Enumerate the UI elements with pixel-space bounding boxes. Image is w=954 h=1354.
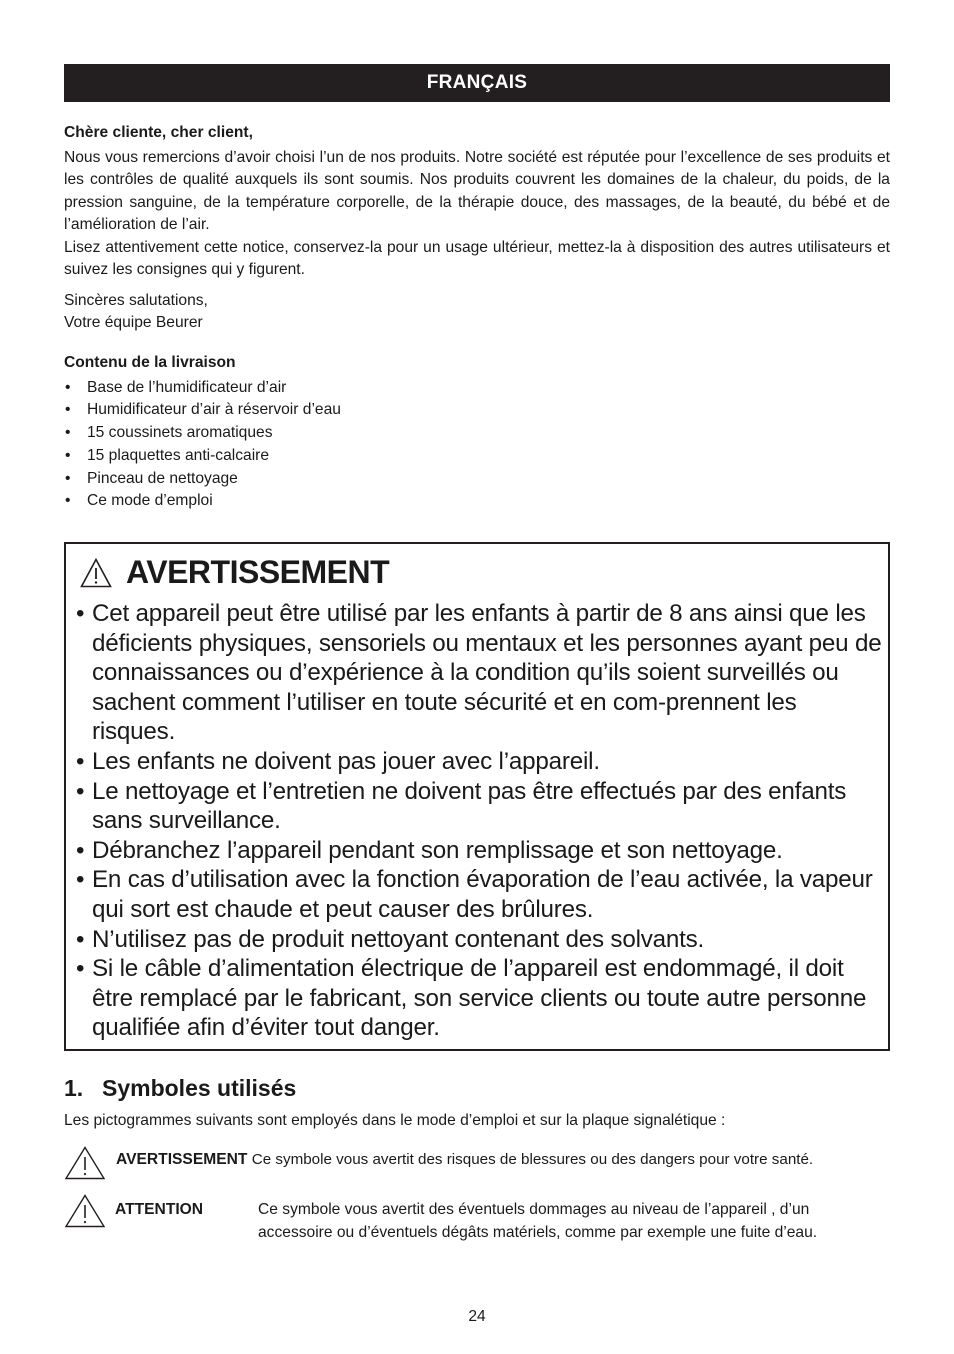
language-label: FRANÇAIS (426, 72, 528, 93)
page-number: 24 (468, 1308, 486, 1325)
warning-item: • Si le câble d’alimentation électrique de l’appareil est endommagé, il doit être remplacé par le fabricant, son service clients ou toute autre personne qualifiée afin d’éviter tout danger. (76, 954, 884, 1043)
symbol-label-attention: ATTENTION (115, 1201, 204, 1218)
list-item: • Base de l’humidificateur d’air (64, 377, 890, 400)
intro-paragraph-2: Lisez attentivement cette notice, conservez-la pour un usage ultérieur, mettez-la à disposition des autres utilisateurs et suivez les consignes qui y figurent. (64, 238, 890, 278)
section-number: 1. (64, 1075, 84, 1101)
warning-item: • Cet appareil peut être utilisé par les enfants à partir de 8 ans ainsi que les déficients physiques, sensoriels ou mentaux et les personnes ayant peu de connaissances ou d’expérience à la condition qu’ils soient surveillés ou sachent comment l’utiliser en toute sécurité et en com-prennent les risques. (76, 599, 884, 747)
warning-box (64, 542, 890, 1051)
section-title (64, 1075, 296, 1102)
list-item: • 15 plaquettes anti-calcaire (64, 445, 890, 468)
symbol-label-warning: AVERTISSEMENT (116, 1151, 248, 1168)
list-item: • Ce mode d’emploi (64, 490, 890, 513)
warning-list (76, 599, 884, 1043)
signature: Votre équipe Beurer (64, 314, 203, 331)
warning-header (80, 554, 389, 591)
warning-item: • Débranchez l’appareil pendant son remplissage et son nettoyage. (76, 836, 884, 866)
list-item: • Pinceau de nettoyage (64, 468, 890, 491)
list-item: • Humidificateur d’air à réservoir d’eau (64, 399, 890, 422)
symbols-intro: Les pictogrammes suivants sont employés dans le mode d’emploi et sur la plaque signalétique : (64, 1112, 726, 1129)
section-title-text: Symboles utilisés (102, 1075, 297, 1101)
symbol-text-attention-1: Ce symbole vous avertit des éventuels dommages au niveau de l’appareil , d’un (258, 1201, 810, 1218)
warning-triangle-icon (64, 1146, 106, 1180)
warning-item: • Les enfants ne doivent pas jouer avec l’appareil. (76, 747, 884, 777)
warning-title: AVERTISSEMENT (126, 554, 390, 590)
warning-triangle-icon (80, 558, 112, 588)
intro-paragraph-1: Nous vous remercions d’avoir choisi l’un de nos produits. Notre société est réputée pour l’excellence de ses produits et les contrôles de qualité auxquels ils sont soumis. Nos produits couvrent les domaines de la chaleur, du poids, de la pression sanguine, de la température corporelle, de la thérapie douce, des massages, de la beauté, du bébé et de l’amélioration de l’air. (64, 148, 890, 233)
delivery-list (64, 377, 890, 514)
language-header (64, 64, 890, 102)
symbol-text-warning: Ce symbole vous avertit des risques de blessures ou des dangers pour votre santé. (251, 1151, 814, 1168)
warning-triangle-icon (64, 1194, 106, 1228)
symbol-text-attention-2: accessoire ou d’éventuels dégâts matériels, comme par exemple une fuite d’eau. (258, 1224, 818, 1241)
closing: Sincères salutations, (64, 291, 208, 309)
warning-item: • Le nettoyage et l’entretien ne doivent pas être effectués par des enfants sans surveillance. (76, 777, 884, 836)
list-item: • 15 coussinets aromatiques (64, 422, 890, 445)
delivery-title: Contenu de la livraison (64, 354, 236, 371)
symbol-row-warning (64, 1146, 890, 1180)
intro-section (64, 122, 890, 335)
greeting: Chère cliente, cher client, (64, 124, 253, 141)
symbol-row-attention (64, 1194, 890, 1244)
warning-item: • N’utilisez pas de produit nettoyant contenant des solvants. (76, 925, 884, 955)
warning-item: • En cas d’utilisation avec la fonction évaporation de l’eau activée, la vapeur qui sort est chaude et peut causer des brûlures. (76, 865, 884, 924)
delivery-section (64, 352, 890, 513)
